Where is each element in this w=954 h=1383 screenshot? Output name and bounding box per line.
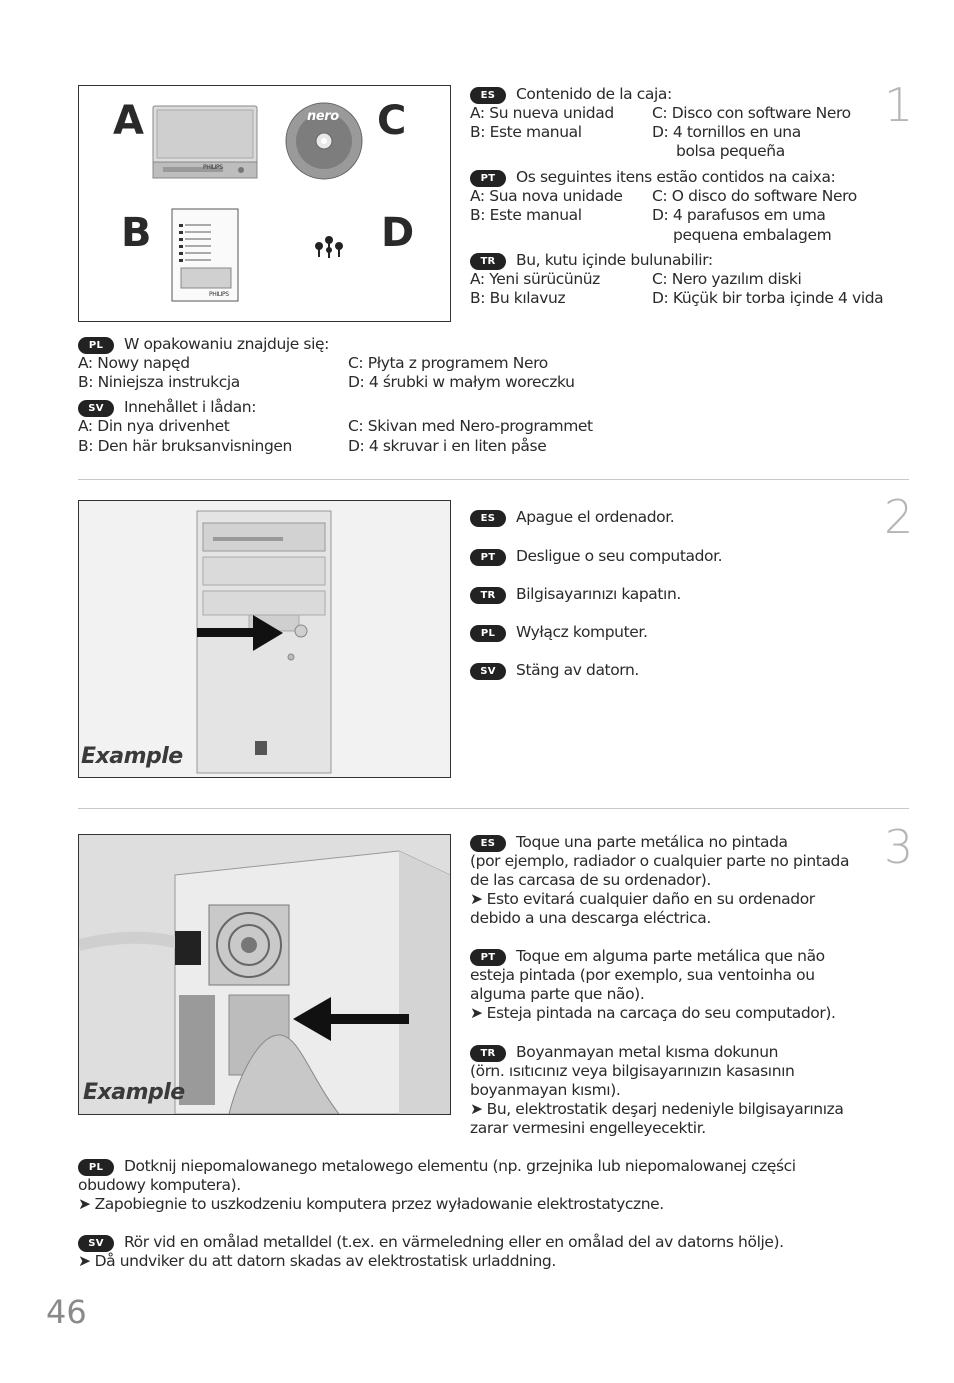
step3-pl-block: PL Dotknij niepomalowanego metalowego elementu (np. grzejnika lub niepomalowanej części obudowy komputera). ➤ Zapobiegnie to uszkodzeniu komputera przez wyładowanie elektrostatyczne. xyxy=(78,1157,796,1213)
step1-sv-item-c: C: Skivan med Nero-programmet xyxy=(348,417,593,435)
language-tag-es: ES xyxy=(470,87,506,104)
arrow-left-icon xyxy=(291,995,411,1043)
bullet-arrow-icon: ➤ xyxy=(470,1004,483,1022)
step1-es-item-a: A: Su nueva unidad xyxy=(470,104,614,122)
language-tag-pl: PL xyxy=(470,625,506,642)
figure-letter-d: D xyxy=(381,210,415,256)
step2-pt-instruction: PT Desligue o seu computador. xyxy=(470,547,722,566)
language-tag-sv: SV xyxy=(78,400,114,417)
bullet-arrow-icon: ➤ xyxy=(78,1252,91,1270)
step1-pt-item-d: D: 4 parafusos em uma xyxy=(652,206,826,224)
step1-tr-item-a: A: Yeni sürücünüz xyxy=(470,270,600,288)
step1-sv-item-b: B: Den här bruksanvisningen xyxy=(78,437,292,455)
manual-brand-label: PHILIPS xyxy=(209,291,229,298)
figure-letter-a: A xyxy=(113,98,144,144)
section-divider xyxy=(78,479,909,480)
step-number-3: 3 xyxy=(884,820,914,874)
section-divider xyxy=(78,808,909,809)
step1-pt-item-b: B: Este manual xyxy=(470,206,582,224)
figure-letter-b: B xyxy=(121,210,152,256)
step1-tr-item-c: C: Nero yazılım diski xyxy=(652,270,802,288)
step1-es-item-d: D: 4 tornillos en una xyxy=(652,123,801,141)
step1-pl-item-c: C: Płyta z programem Nero xyxy=(348,354,548,372)
nero-disc-logo: nero xyxy=(307,109,339,124)
example-label: Example xyxy=(81,744,183,769)
language-tag-tr: TR xyxy=(470,1045,506,1062)
step2-es-instruction: ES Apague el ordenador. xyxy=(470,508,674,527)
step3-tr-block: TR Boyanmayan metal kısma dokunun (örn. ısıtıcınız veya bilgisayarınızın kasasının boyanmayan kısmı). ➤ Bu, elektrostatik deşarj nedeniyle bilgisayarınıza zarar vermesini engelleyecektir. xyxy=(470,1043,844,1137)
language-tag-pt: PT xyxy=(470,549,506,566)
page-number: 46 xyxy=(46,1293,87,1331)
step2-figure xyxy=(78,500,451,778)
language-tag-pt: PT xyxy=(470,170,506,187)
step1-es-item-d-cont: bolsa pequeña xyxy=(676,142,785,160)
step-number-1: 1 xyxy=(884,78,914,132)
step1-es-item-c: C: Disco con software Nero xyxy=(652,104,851,122)
step-number-2: 2 xyxy=(884,490,914,544)
language-tag-tr: TR xyxy=(470,253,506,270)
step3-pt-block: PT Toque em alguma parte metálica que não esteja pintada (por exemplo, sua ventoinha ou alguma parte que não). ➤ Esteja pintada na carcaça do seu computador). xyxy=(470,947,836,1022)
step1-tr-item-b: B: Bu kılavuz xyxy=(470,289,566,307)
language-tag-es: ES xyxy=(470,835,506,852)
step1-pt-title: PT Os seguintes itens estão contidos na caixa: xyxy=(470,168,835,187)
language-tag-sv: SV xyxy=(78,1235,114,1252)
bullet-arrow-icon: ➤ xyxy=(470,1100,483,1118)
example-label: Example xyxy=(83,1080,185,1105)
step1-pt-item-d-cont: pequena embalagem xyxy=(673,226,832,244)
step1-pl-title: PL W opakowaniu znajduje się: xyxy=(78,335,329,354)
language-tag-tr: TR xyxy=(470,587,506,604)
step1-sv-title: SV Innehållet i lådan: xyxy=(78,398,256,417)
optical-drive-image xyxy=(149,102,261,188)
step3-es-block: ES Toque una parte metálica no pintada (por ejemplo, radiador o cualquier parte no pintada de las carcasa de su ordenador). ➤ Esto evitará cualquier daño en su ordenador debido a una descarga eléctrica. xyxy=(470,833,850,927)
step1-pl-item-a: A: Nowy napęd xyxy=(78,354,190,372)
step1-pl-item-b: B: Niniejsza instrukcja xyxy=(78,373,240,391)
drive-brand-label: PHILIPS xyxy=(203,164,223,171)
step1-pl-item-d: D: 4 śrubki w małym woreczku xyxy=(348,373,575,391)
computer-tower-back-image xyxy=(79,835,450,1114)
step1-tr-item-d: D: Küçük bir torba içinde 4 vida xyxy=(652,289,884,307)
language-tag-pl: PL xyxy=(78,337,114,354)
arrow-right-icon xyxy=(195,613,285,653)
step1-sv-item-a: A: Din nya drivenhet xyxy=(78,417,230,435)
step3-figure xyxy=(78,834,451,1115)
language-tag-pt: PT xyxy=(470,949,506,966)
step1-tr-title: TR Bu, kutu içinde bulunabilir: xyxy=(470,251,713,270)
step1-figure xyxy=(78,85,451,322)
step1-sv-item-d: D: 4 skruvar i en liten påse xyxy=(348,437,547,455)
language-tag-pl: PL xyxy=(78,1159,114,1176)
step2-sv-instruction: SV Stäng av datorn. xyxy=(470,661,639,680)
step1-es-title: ES Contenido de la caja: xyxy=(470,85,672,104)
step2-tr-instruction: TR Bilgisayarınızı kapatın. xyxy=(470,585,681,604)
figure-letter-c: C xyxy=(377,98,407,144)
bullet-arrow-icon: ➤ xyxy=(470,890,483,908)
step1-pt-item-c: C: O disco do software Nero xyxy=(652,187,857,205)
step3-sv-block: SV Rör vid en omålad metalldel (t.ex. en värmeledning eller en omålad del av datorns hölje). ➤ Då undviker du att datorn skadas av elektrostatisk urladdning. xyxy=(78,1233,784,1270)
step1-es-item-b: B: Este manual xyxy=(470,123,582,141)
step2-pl-instruction: PL Wyłącz komputer. xyxy=(470,623,647,642)
language-tag-sv: SV xyxy=(470,663,506,680)
bullet-arrow-icon: ➤ xyxy=(78,1195,91,1213)
step1-pt-item-a: A: Sua nova unidade xyxy=(470,187,623,205)
screws-image xyxy=(311,232,347,260)
manual-image xyxy=(171,208,239,302)
language-tag-es: ES xyxy=(470,510,506,527)
